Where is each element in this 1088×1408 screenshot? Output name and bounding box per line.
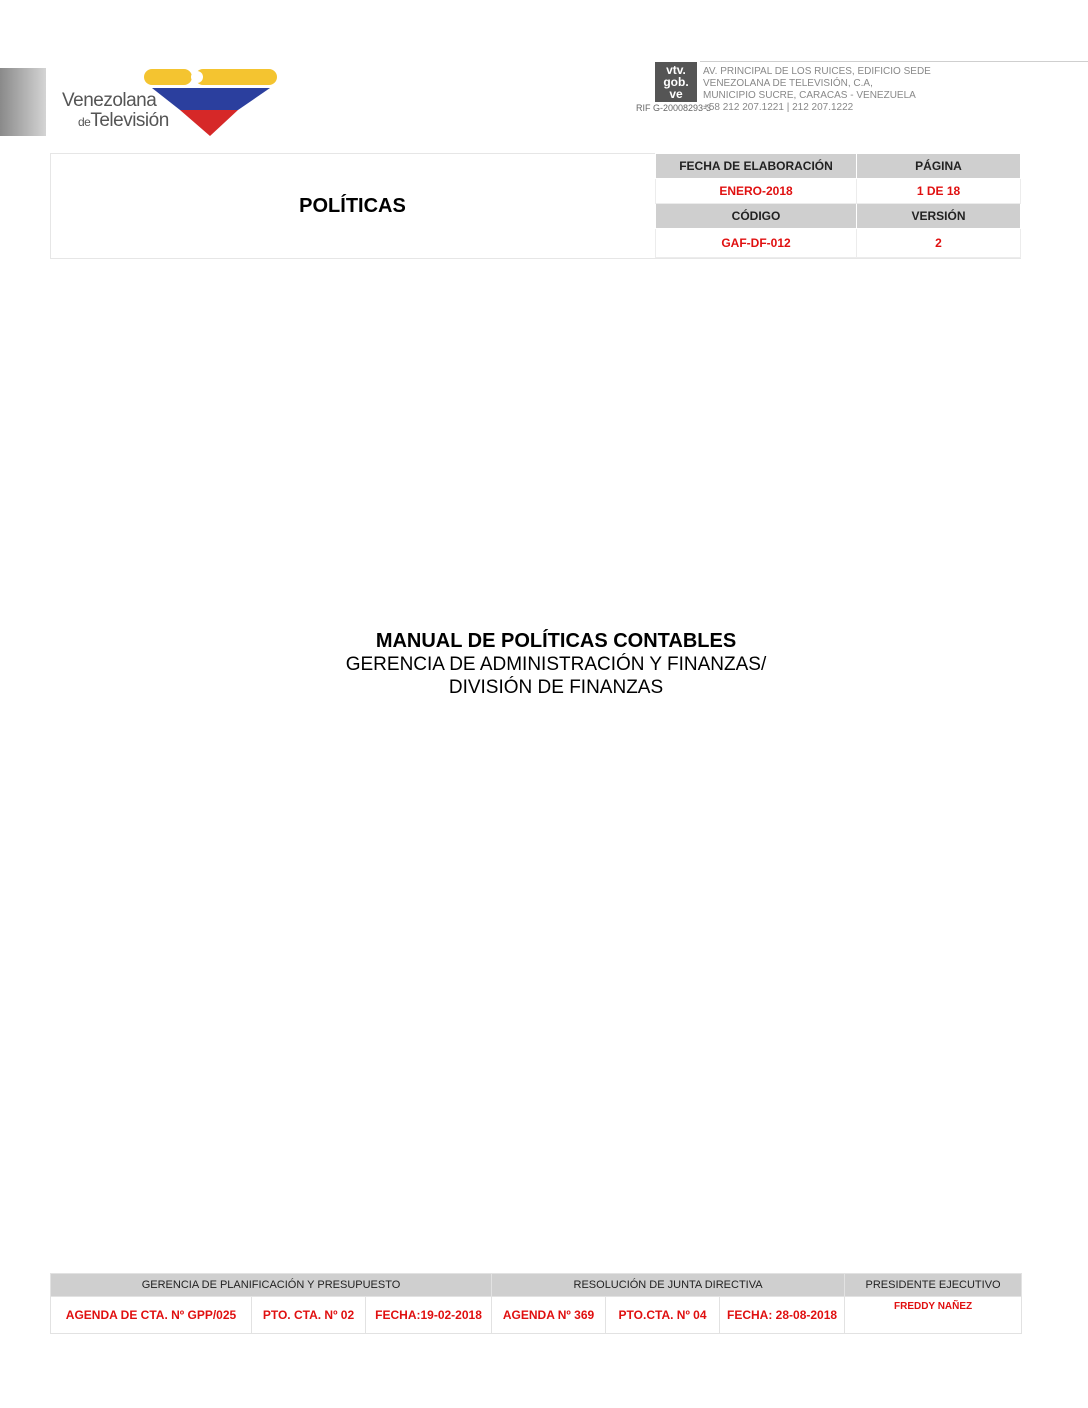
address-line1: AV. PRINCIPAL DE LOS RUICES, EDIFICIO SEDE VENEZOLANA DE TELEVISIÓN, C.A, [703, 66, 931, 89]
footer-header-planificacion: GERENCIA DE PLANIFICACIÓN Y PRESUPUESTO [51, 1274, 492, 1297]
vtv-badge-line1: vtv. [666, 63, 686, 77]
footer-cell-fecha-2: FECHA: 28-08-2018 [720, 1297, 845, 1334]
address-line3: +58 212 207.1221 | 212 207.1222 [703, 102, 854, 113]
logo-text-television: Televisión [90, 110, 169, 131]
logo-text-line1: Venezolana [62, 90, 157, 111]
logo-text-line2 [78, 110, 169, 132]
manual-subtitle-line1: GERENCIA DE ADMINISTRACIÓN Y FINANZAS/ [345, 654, 767, 675]
cover-title [0, 630, 1088, 699]
logo-text-de: de [78, 115, 91, 129]
vtv-badge-line3: ve [669, 87, 683, 101]
manual-subtitle-line2: DIVISIÓN DE FINANZAS [448, 677, 664, 698]
fecha-label: FECHA DE ELABORACIÓN [656, 154, 857, 179]
document-meta-table [655, 153, 1021, 258]
version-label: VERSIÓN [857, 204, 1021, 229]
document-type-cell [50, 153, 655, 259]
vtv-logo [60, 66, 280, 138]
fecha-value: ENERO-2018 [656, 179, 857, 204]
approval-footer-table [50, 1273, 1022, 1334]
codigo-label: CÓDIGO [656, 204, 857, 229]
address-line2: MUNICIPIO SUCRE, CARACAS - VENEZUELA [703, 90, 916, 101]
pagina-value: 1 DE 18 [857, 179, 1021, 204]
pagina-label: PÁGINA [857, 154, 1021, 179]
vtv-gob-badge [655, 62, 697, 102]
footer-cell-presidente: FREDDY NAÑEZ [845, 1297, 1022, 1334]
company-address [703, 66, 983, 114]
vtv-badge-line2: gob. [663, 75, 689, 89]
footer-cell-pto-cta-1: PTO. CTA. Nº 02 [252, 1297, 366, 1334]
footer-cell-fecha-1: FECHA:19-02-2018 [366, 1297, 492, 1334]
footer-header-presidente: PRESIDENTE EJECUTIVO [845, 1274, 1022, 1297]
header-rule [700, 61, 1088, 62]
rif-number: RIF G-20008293-3 [636, 103, 712, 113]
side-tab-decoration [0, 68, 46, 136]
codigo-value: GAF-DF-012 [656, 229, 857, 258]
document-type-title: POLÍTICAS [299, 194, 406, 217]
footer-cell-pto-cta-2: PTO.CTA. Nº 04 [606, 1297, 720, 1334]
footer-header-resolucion: RESOLUCIÓN DE JUNTA DIRECTIVA [492, 1274, 845, 1297]
footer-cell-agenda: AGENDA Nº 369 [492, 1297, 606, 1334]
footer-cell-agenda-cta: AGENDA DE CTA. Nº GPP/025 [51, 1297, 252, 1334]
manual-title: MANUAL DE POLÍTICAS CONTABLES [375, 630, 737, 652]
version-value: 2 [857, 229, 1021, 258]
